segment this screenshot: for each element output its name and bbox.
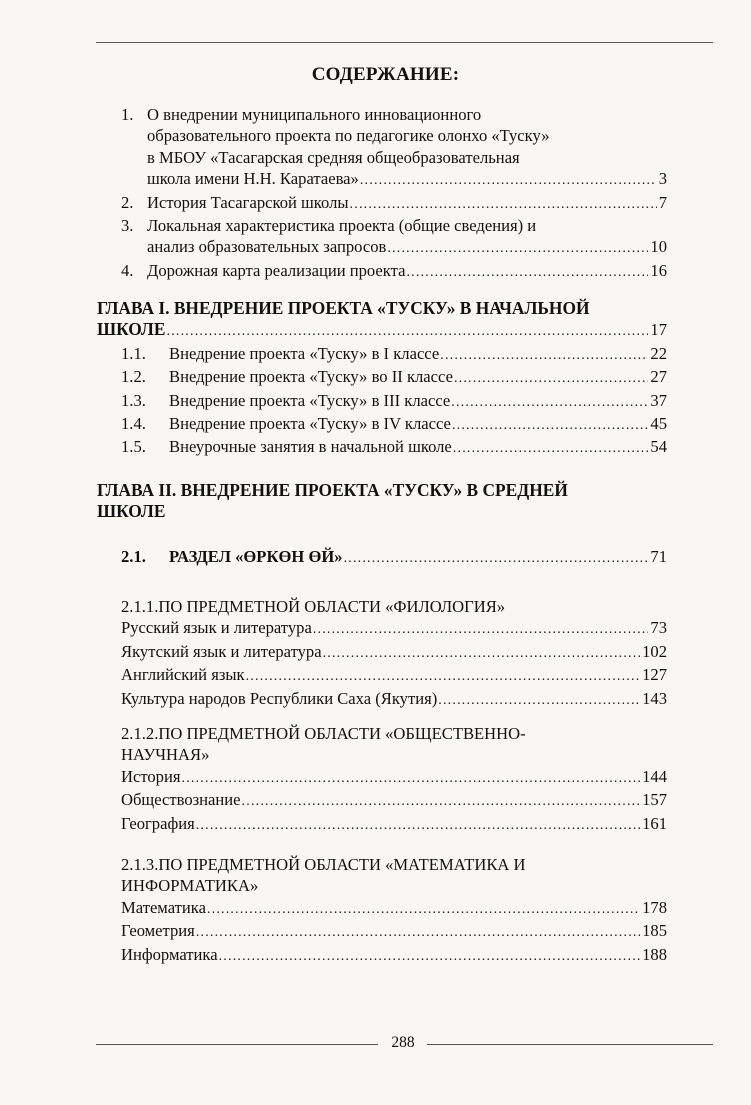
page-ref: 22: [650, 343, 667, 363]
subsection-2-1-3: 2.1.3.ПО ПРЕДМЕТНОЙ ОБЛАСТИ «МАТЕМАТИКА И ИНФОРМАТИКА» Математика ..... 178 Геометрия ..... 185 Информатика ..... 188: [121, 854, 667, 967]
page-ref: 54: [650, 437, 667, 457]
toc-entry-1-4: 1.4. Внедрение проекта «Туску» в IV классе ..... 45: [121, 413, 667, 436]
dot-leader: [406, 262, 648, 283]
dot-leader: [350, 194, 657, 215]
page-number: 288: [391, 1034, 415, 1051]
chapter-1-heading: ГЛАВА I. ВНЕДРЕНИЕ ПРОЕКТА «ТУСКУ» В НАЧАЛЬНОЙ: [97, 298, 590, 318]
toc-entry-1-5: 1.5. Внеурочные занятия в начальной школе ..... 54: [121, 436, 667, 459]
chapter-2-heading: ГЛАВА II. ВНЕДРЕНИЕ ПРОЕКТА «ТУСКУ» В СРЕДНЕЙ: [97, 480, 568, 500]
page-title: СОДЕРЖАНИЕ:: [311, 64, 460, 85]
page-ref: 178: [642, 897, 667, 917]
subsection-heading: 2.1.3.ПО ПРЕДМЕТНОЙ ОБЛАСТИ «МАТЕМАТИКА И: [121, 855, 526, 874]
page-ref: 45: [650, 414, 667, 434]
dot-leader: [323, 643, 641, 664]
dot-leader: [196, 922, 640, 943]
dot-leader: [440, 345, 648, 366]
toc-row: Культура народов Республики Саха (Якутия) ..... 143: [121, 688, 667, 711]
toc-row: География ..... 161: [121, 813, 667, 836]
footer-rule-left: [96, 1044, 378, 1045]
dot-leader: [360, 170, 657, 191]
page-ref: 161: [642, 813, 667, 833]
toc-row: Якутский язык и литература ..... 102: [121, 641, 667, 664]
page-ref: 73: [650, 618, 667, 638]
toc-entry-1-2: 1.2. Внедрение проекта «Туску» во II классе ..... 27: [121, 366, 667, 389]
toc-row: Математика ..... 178: [121, 897, 667, 920]
page-ref: 157: [642, 790, 667, 810]
dot-leader: [219, 946, 641, 967]
dot-leader: [454, 368, 648, 389]
page-ref: 3: [658, 169, 667, 189]
chapter-2: ГЛАВА II. ВНЕДРЕНИЕ ПРОЕКТА «ТУСКУ» В СРЕДНЕЙ ШКОЛЕ: [97, 480, 667, 523]
page-ref: 10: [650, 237, 667, 257]
toc-row: 2.1. РАЗДЕЛ «ӨРКӨН ӨЙ» ..... 71: [121, 546, 667, 569]
toc-row: История ..... 144: [121, 766, 667, 789]
dot-leader: [246, 666, 641, 687]
dot-leader: [453, 438, 649, 459]
page-ref: 143: [642, 688, 667, 708]
page-ref: 185: [642, 921, 667, 941]
toc-entry-4: 4. Дорожная карта реализации проекта ..... 16: [121, 260, 667, 283]
toc-row: Русский язык и литература ..... 73: [121, 617, 667, 640]
chapter-1: [97, 298, 667, 460]
toc-row: школа имени Н.Н. Каратаева» ..... 3: [121, 168, 667, 191]
page-ref: 17: [650, 320, 667, 340]
page-ref: 188: [642, 944, 667, 964]
footer-rule-right: [427, 1044, 713, 1045]
dot-leader: [344, 548, 649, 569]
toc-entry-3: 3. Локальная характеристика проекта (общие сведения) и анализ образовательных запросов ..... 10: [121, 215, 667, 260]
toc-row: Английский язык ..... 127: [121, 664, 667, 687]
toc-entry-2: 2. История Тасагарской школы ..... 7: [121, 192, 667, 215]
toc-row: Обществознание ..... 157: [121, 789, 667, 812]
dot-leader: [387, 238, 648, 259]
dot-leader: [451, 392, 648, 413]
intro-items: [121, 104, 667, 283]
subsection-2-1-2: 2.1.2.ПО ПРЕДМЕТНОЙ ОБЛАСТИ «ОБЩЕСТВЕННО- НАУЧНАЯ» История ..... 144 Обществознание ..... 157 География ..... 161: [121, 723, 667, 836]
dot-leader: [438, 690, 640, 711]
toc-row: ШКОЛЕ ..... 17: [97, 319, 667, 342]
page-ref: 144: [642, 766, 667, 786]
page-ref: 27: [650, 367, 667, 387]
section-2-1: [121, 546, 667, 569]
page-ref: 7: [658, 192, 667, 212]
header-rule: [96, 42, 713, 43]
subsection-2-1-1: [121, 596, 667, 711]
dot-leader: [167, 321, 649, 342]
page-ref: 37: [650, 390, 667, 410]
toc-row: анализ образовательных запросов ..... 10: [121, 236, 667, 259]
page-ref: 102: [642, 641, 667, 661]
toc-entry-1-1: 1.1. Внедрение проекта «Туску» в I классе ..... 22: [121, 343, 667, 366]
toc-entry-1: 1. О внедрении муниципального инновационного образовательного проекта по педагогике олонхо «Туску» в МБОУ «Тасагарская средняя общеобразовательная школа имени Н.Н. Каратаева» ..... 3: [121, 104, 667, 192]
page-ref: 71: [650, 547, 667, 566]
page-ref: 16: [650, 260, 667, 280]
toc-entry-1-3: 1.3. Внедрение проекта «Туску» в III классе ..... 37: [121, 390, 667, 413]
dot-leader: [207, 899, 640, 920]
toc-row: Геометрия ..... 185: [121, 920, 667, 943]
subsection-heading: 2.1.1.ПО ПРЕДМЕТНОЙ ОБЛАСТИ «ФИЛОЛОГИЯ»: [121, 597, 506, 616]
toc-row: Информатика ..... 188: [121, 944, 667, 967]
page-ref: 127: [642, 665, 667, 685]
chapter-1-sections: [97, 343, 667, 460]
subsection-heading: 2.1.2.ПО ПРЕДМЕТНОЙ ОБЛАСТИ «ОБЩЕСТВЕННО-: [121, 724, 526, 743]
dot-leader: [313, 619, 649, 640]
dot-leader: [242, 791, 641, 812]
dot-leader: [182, 768, 641, 789]
dot-leader: [196, 815, 640, 836]
dot-leader: [452, 415, 648, 436]
